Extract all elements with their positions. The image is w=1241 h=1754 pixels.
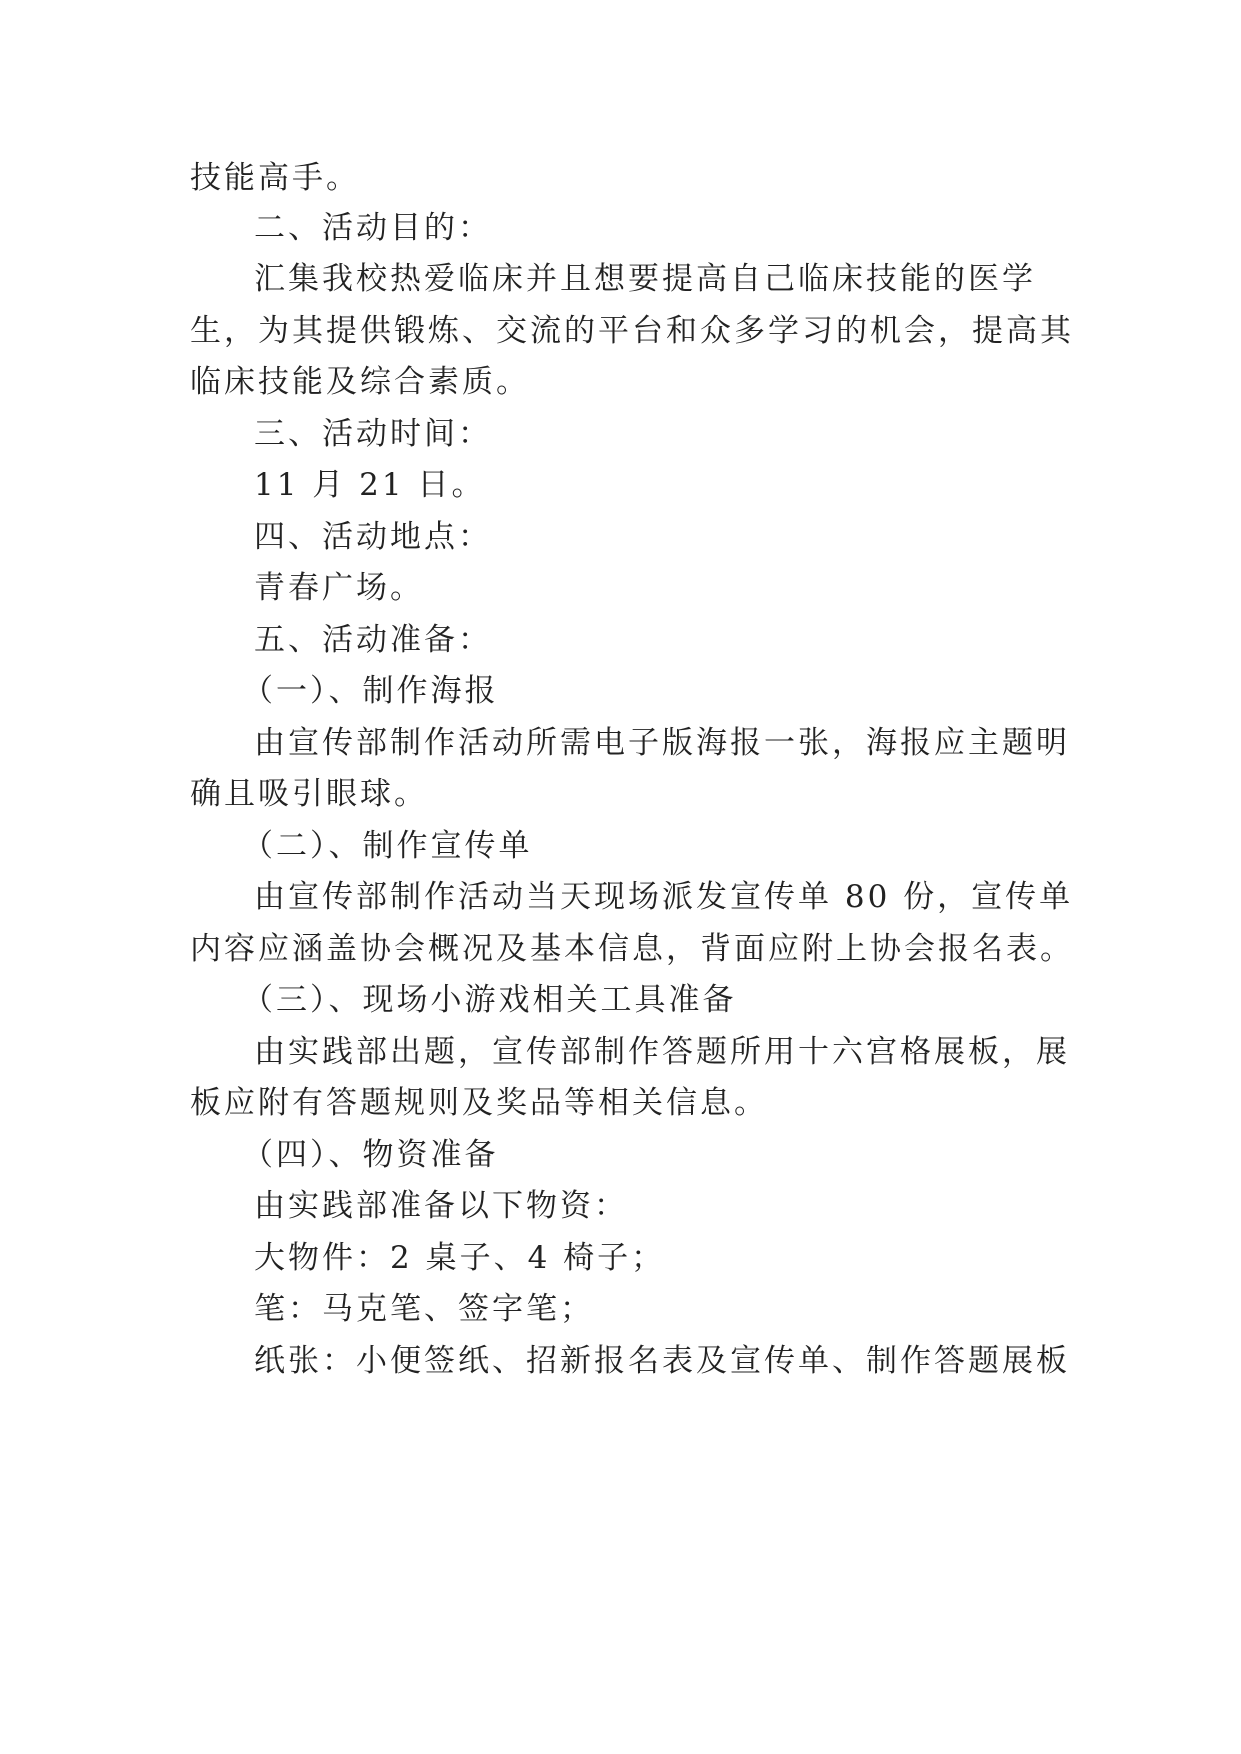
subsection-heading-game-tools: （三）、现场小游戏相关工具准备 [242, 982, 737, 1018]
text-line: 内容应涵盖协会概况及基本信息，背面应附上协会报名表。 [190, 931, 1074, 967]
text-line: 由宣传部制作活动所需电子版海报一张，海报应主题明 [254, 725, 1070, 761]
text-line: 大物件：2 桌子、4 椅子； [254, 1240, 666, 1276]
text-line: 笔：马克笔、签字笔； [254, 1291, 594, 1327]
text-line: 11 月 21 日。 [254, 467, 486, 503]
section-heading-purpose: 二、活动目的： [254, 210, 492, 246]
text-line: 由宣传部制作活动当天现场派发宣传单 80 份，宣传单 [254, 879, 1074, 915]
section-heading-time: 三、活动时间： [254, 416, 492, 452]
text-line: 临床技能及综合素质。 [190, 364, 530, 400]
subsection-heading-supplies: （四）、物资准备 [242, 1137, 499, 1173]
subsection-heading-flyer: （二）、制作宣传单 [242, 828, 533, 864]
text-line: 由实践部准备以下物资： [254, 1188, 628, 1224]
text-line: 板应附有答题规则及奖品等相关信息。 [190, 1085, 768, 1121]
section-heading-preparation: 五、活动准备： [254, 622, 492, 658]
section-heading-location: 四、活动地点： [254, 519, 492, 555]
text-line: 技能高手。 [190, 160, 360, 196]
text-line: 汇集我校热爱临床并且想要提高自己临床技能的医学 [254, 261, 1036, 297]
text-line: 生，为其提供锻炼、交流的平台和众多学习的机会，提高其 [190, 313, 1074, 349]
text-line: 青春广场。 [254, 570, 424, 606]
text-line: 确且吸引眼球。 [190, 776, 428, 812]
subsection-heading-poster: （一）、制作海报 [242, 673, 499, 709]
text-line: 纸张：小便签纸、招新报名表及宣传单、制作答题展板 [254, 1343, 1070, 1379]
text-line: 由实践部出题，宣传部制作答题所用十六宫格展板，展 [254, 1034, 1070, 1070]
